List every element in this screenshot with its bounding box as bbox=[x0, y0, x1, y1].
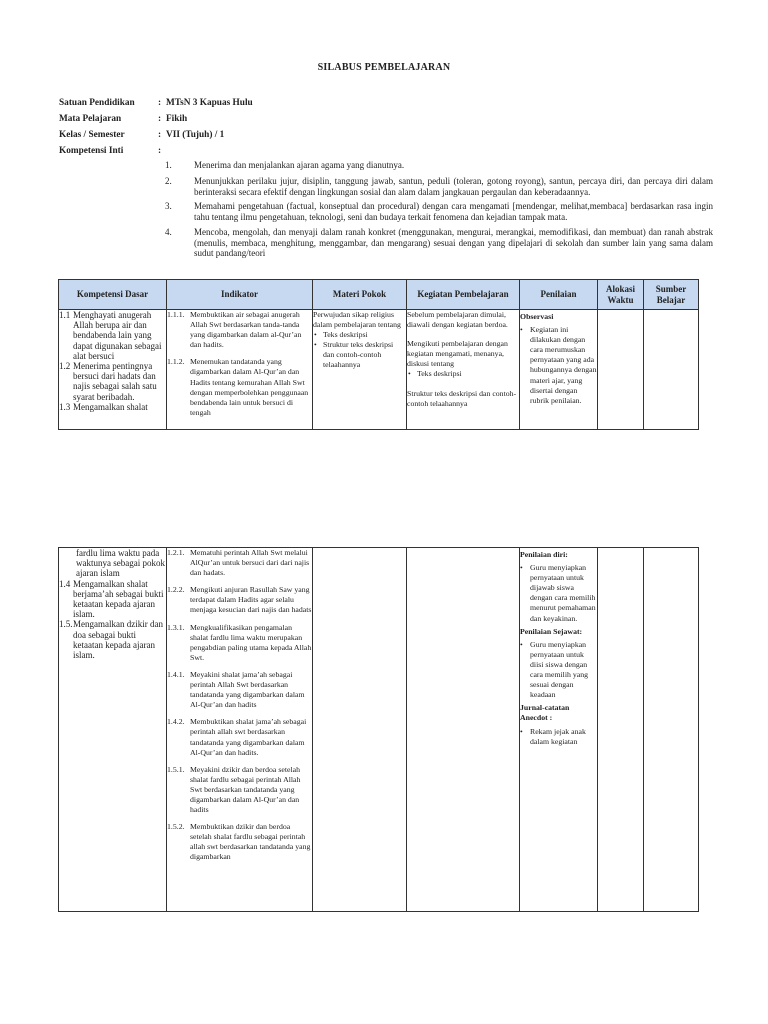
indikator-item bbox=[167, 585, 312, 615]
cell-materi-pokok bbox=[313, 548, 407, 912]
materi-bullet: • Teks deskripsi bbox=[313, 330, 406, 340]
cell-alokasi-waktu bbox=[598, 310, 644, 430]
kd-number: 1.1 bbox=[59, 310, 71, 320]
kd-text: Mengamalkan shalat bbox=[73, 401, 148, 412]
cell-kompetensi-dasar bbox=[59, 310, 167, 430]
kegiatan-bullet: • Teks deskripsi bbox=[407, 369, 519, 379]
silabus-table-page1 bbox=[58, 279, 699, 430]
indikator-item bbox=[167, 670, 312, 710]
header-sumber-belajar: Sumber Belajar bbox=[644, 280, 699, 310]
header-penilaian: Penilaian bbox=[520, 280, 598, 310]
indikator-number: 1.1.2. bbox=[167, 357, 185, 367]
kd-item bbox=[59, 310, 166, 361]
cell-materi-pokok bbox=[313, 310, 407, 430]
penilaian-bullet: • Guru menyiapkan pernyataan untuk diisi siswa dengan cara memilih yang sesuai dengan keadaan bbox=[520, 640, 597, 701]
page-title: SILABUS PEMBELAJARAN bbox=[317, 62, 451, 73]
cell-kompetensi-dasar bbox=[59, 548, 167, 912]
info-colon: : bbox=[158, 146, 162, 156]
indikator-number: 1.4.2. bbox=[167, 717, 185, 727]
kegiatan-text: Struktur teks deskripsi dan contoh-contoh telaahannya bbox=[407, 388, 517, 408]
indikator-item bbox=[167, 310, 312, 350]
kd-number: 1.2 bbox=[59, 361, 71, 372]
info-value: MTsN 3 Kapuas Hulu bbox=[166, 98, 253, 108]
cell-sumber-belajar bbox=[644, 548, 699, 912]
header-alokasi-waktu: Alokasi Waktu bbox=[598, 280, 644, 310]
indikator-item bbox=[167, 822, 312, 862]
kd-number: 1.3 bbox=[59, 401, 71, 412]
ki-text: Menerima dan menjalankan ajaran agama yang dianutnya. bbox=[194, 160, 405, 170]
indikator-text: Mengikuti anjuran Rasullah Saw yang terdapat dalam Hadits agar selalu menjaga kesucian dari najis dan hadats bbox=[190, 585, 312, 615]
penilaian-bullet: • Kegiatan ini dilakukan dengan cara merumuskan pernyataan yang ada hubungannya dengan materi ajar, yang disertai dengan rubrik penilaian. bbox=[520, 325, 597, 406]
kd-text: Mengamalkan dzikir dan doa sebagai bukti ketaatan kepada ajaran islam. bbox=[73, 619, 163, 661]
indikator-number: 1.2.1. bbox=[167, 548, 185, 557]
indikator-text: Membuktikan air sebagai anugerah Allah Swt berdasarkan tanda-tanda yang digambarkan dalam al-Qur’an dan hadits. bbox=[190, 310, 302, 350]
kd-number: 1.4 bbox=[59, 578, 71, 589]
penilaian-heading: Penilaian Sejawat: bbox=[520, 626, 583, 636]
indikator-text: Meyakini shalat jama’ah sebagai perintah Allah Swt berdasarkan tandatanda yang digambarkan dalam Al-Qur’an dan hadits bbox=[190, 669, 305, 710]
ki-number: 3. bbox=[165, 201, 172, 211]
kegiatan-text: Sebelum pembelajaran dimulai, diawali dengan kegiatan berdoa. bbox=[407, 310, 508, 330]
penilaian-bullet: • Guru menyiapkan pernyataan untuk dijawab siswa dengan cara memilih menurut pemahaman dan keyakinan. bbox=[520, 563, 597, 624]
penilaian-heading: Observasi bbox=[520, 312, 554, 321]
kd-item bbox=[59, 402, 166, 412]
info-colon: : bbox=[158, 130, 162, 140]
info-label: Satuan Pendidikan bbox=[59, 98, 135, 108]
cell-indikator bbox=[167, 310, 313, 430]
indikator-number: 1.4.1. bbox=[167, 669, 185, 679]
kd-text: Menghayati anugerah Allah berupa air dan bendabenda lain yang dapat digunakan sebagai alat bersuci bbox=[73, 310, 162, 361]
materi-intro: Perwujudan sikap religius dalam pembelajaran tentang bbox=[313, 310, 401, 330]
kd-text: Mengamalkan shalat berjama’ah sebagai bukti ketaatan kepada ajaran islam. bbox=[73, 578, 164, 620]
cell-penilaian bbox=[520, 548, 598, 912]
info-label: Kompetensi Inti bbox=[59, 146, 124, 156]
info-colon: : bbox=[158, 98, 162, 108]
kd-item bbox=[59, 579, 166, 620]
cell-indikator bbox=[167, 548, 313, 912]
indikator-text: Membuktikan shalat jama’ah sebagai perintah allah swt berdasarkan tandatanda yang digambarkan dalam Al-Qur’an dan hadits. bbox=[190, 717, 307, 757]
indikator-item bbox=[167, 548, 312, 578]
info-value: VII (Tujuh) / 1 bbox=[166, 130, 225, 140]
penilaian-heading: Jurnal-catatan Anecdot : bbox=[520, 703, 570, 723]
table-row bbox=[59, 548, 699, 912]
kd-item bbox=[59, 619, 166, 660]
indikator-item bbox=[167, 357, 312, 418]
ki-text: Menunjukkan perilaku jujur, disiplin, tanggung jawab, santun, peduli (toleran, gotong royong), santun, percaya diri, dan percaya diri dalam berinteraksi secara efektif dengan lingkungan sosial dan alam dalam jangkauan pergaulan dan keberadaannya. bbox=[194, 176, 713, 197]
cell-kegiatan bbox=[407, 548, 520, 912]
info-label: Kelas / Semester bbox=[59, 130, 125, 140]
cell-sumber-belajar bbox=[644, 310, 699, 430]
indikator-number: 1.2.2. bbox=[167, 585, 185, 595]
kd-continued-text: fardlu lima waktu pada waktunya sebagai pokok ajaran islam bbox=[76, 548, 165, 579]
header-kegiatan: Kegiatan Pembelajaran bbox=[407, 280, 520, 310]
indikator-text: Mengkualifikasikan pengamalan shalat fardlu lima waktu merupakan pengabdian paling utama kepada Allah Swt. bbox=[190, 622, 312, 662]
indikator-text: Mematuhi perintah Allah Swt melalui AlQur’an untuk bersuci dari dari najis dan hadats. bbox=[190, 548, 310, 578]
ki-number: 2. bbox=[165, 176, 172, 186]
info-colon: : bbox=[158, 114, 162, 124]
ki-text: Mencoba, mengolah, dan menyaji dalam ranah konkret (menggunakan, mengurai, merangkai, memodifikasi, dan membuat) dan ranah abstrak (menulis, membaca, menghitung, menggambar, dan mengarang) sesuai dengan yang dipelajari di sekolah dan sumber lain yang sama dalam sudut pandang/teori bbox=[194, 227, 713, 259]
indikator-number: 1.1.1. bbox=[167, 310, 185, 319]
indikator-item bbox=[167, 623, 312, 663]
indikator-number: 1.5.1. bbox=[167, 764, 185, 774]
header-materi-pokok: Materi Pokok bbox=[313, 280, 407, 310]
header-kompetensi-dasar: Kompetensi Dasar bbox=[59, 280, 167, 310]
indikator-item bbox=[167, 717, 312, 757]
indikator-text: Meyakini dzikir dan berdoa setelah shalat fardlu sebagai perintah Allah Swt berdasarkan tandatanda yang digambarkan dalam Al-Qur’an dan hadits bbox=[190, 764, 301, 815]
penilaian-heading: Penilaian diri: bbox=[520, 550, 568, 559]
info-label: Mata Pelajaran bbox=[59, 114, 122, 124]
kd-item bbox=[59, 361, 166, 402]
indikator-text: Menemukan tandatanda yang digambarkan dalam Al-Qur’an dan Hadits tentang kemurahan Allah Swt dengan memperbolehkan penggunaan bendabenda lain untuk bersuci di tengah bbox=[190, 357, 309, 417]
kegiatan-text: Mengikuti pembelajaran dengan kegiatan mengamati, menanya, diskusi tentang bbox=[407, 339, 508, 369]
penilaian-bullet: • Rekam jejak anak dalam kegiatan bbox=[520, 727, 597, 747]
ki-number: 1. bbox=[165, 160, 172, 170]
indikator-number: 1.3.1. bbox=[167, 622, 185, 632]
cell-penilaian bbox=[520, 310, 598, 430]
ki-number: 4. bbox=[165, 227, 172, 237]
indikator-text: Membuktikan dzikir dan berdoa setelah shalat fardlu sebagai perintah allah swt berdasarkan tandatanda yang digambarkan bbox=[190, 822, 311, 862]
silabus-table-page2 bbox=[58, 547, 699, 912]
table-row bbox=[59, 310, 699, 430]
cell-alokasi-waktu bbox=[598, 548, 644, 912]
table-header-row bbox=[59, 280, 699, 310]
indikator-number: 1.5.2. bbox=[167, 822, 185, 832]
kd-text: Menerima pentingnya bersuci dari hadats dan najis sebagai salah satu syarat beribadah. bbox=[73, 361, 157, 402]
info-value: Fikih bbox=[166, 114, 188, 124]
ki-text: Memahami pengetahuan (factual, konseptual dan procedural) dengan cara mengamati [mendengar, melihat,membaca] berdasarkan rasa ingin tahu tentang ilmu pengetahuan, teknologi, seni dan budaya terkait fenomena dan kejadian tampak mata. bbox=[194, 201, 713, 222]
header-indikator: Indikator bbox=[167, 280, 313, 310]
indikator-item bbox=[167, 765, 312, 815]
materi-bullet: • Struktur teks deskripsi dan contoh-contoh telaahannya bbox=[313, 340, 406, 370]
cell-kegiatan bbox=[407, 310, 520, 430]
kd-number: 1.5. bbox=[59, 619, 73, 630]
